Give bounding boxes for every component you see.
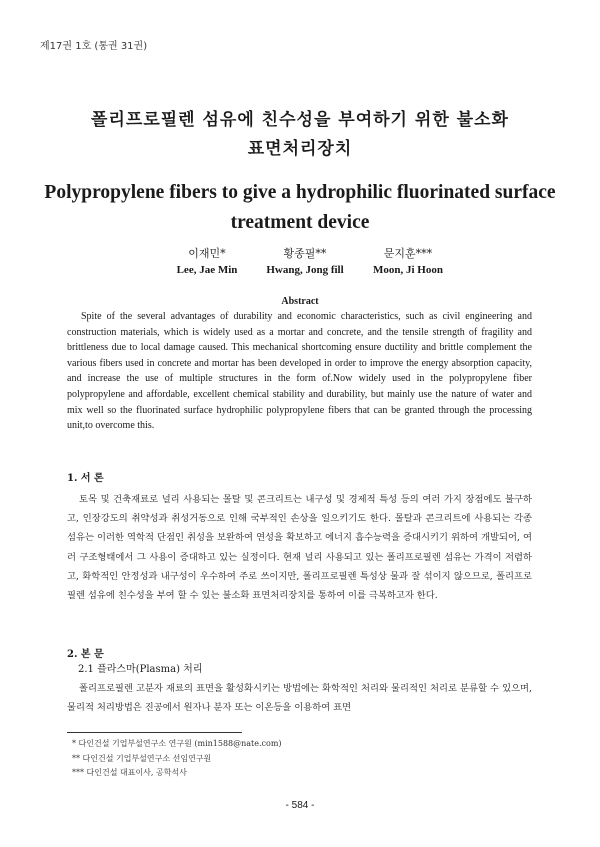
korean-title-line2: 표면처리장치 <box>247 139 353 159</box>
footnote-item: ** 다인건설 기업부설연구소 선임연구원 <box>72 753 212 763</box>
korean-title <box>0 106 600 164</box>
korean-title-line1: 폴리프로필렌 섬유에 친수성을 부여하기 위한 불소화 <box>91 110 509 130</box>
footnote-divider <box>67 732 242 733</box>
author-2-name-en: Hwang, Jong fill <box>266 264 344 276</box>
author-2-name-ko: 황종필** <box>283 247 327 260</box>
author-list <box>0 245 600 281</box>
section-intro-text: 토목 및 건축재료로 널리 사용되는 몰탈 및 콘크리트는 내구성 및 경제적 특성 등의 여러 가지 장점에도 불구하고, 인장강도의 취약성과 취성거동으로 인해 국부적인 손상을 일으키기도 한다. 몰탈과 콘크리트에 사용되는 각종 섬유는 이러한 역학적 단점인 취성을 보완하여 연성을 확보하고 에너지 흡수능력을 증대시키기 위하여 개발되어, 여러 구조형태에서 그 사용이 증대하고 있는 실정이다. 현재 널리 사용되고 있는 폴리프로필렌 섬유는 가격이 저렴하고, 화학적인 안정성과 내구성이 우수하여 주로 쓰이지만, 폴리프로필렌 특성상 물과 잘 섞이지 않으므로, 폴리프로필렌 섬유에 친수성을 부여 할 수 있는 불소화 표면처리장치를 통하여 이를 극복하고자 한다. <box>67 494 532 602</box>
journal-volume-label: 제17권 1호 (통권 31권) <box>40 41 148 52</box>
author-3-name-en: Moon, Ji Hoon <box>373 264 443 276</box>
section-body-heading: 2. 본 문 <box>67 649 104 660</box>
author-3 <box>343 245 473 279</box>
author-1-name-ko: 이재민* <box>188 247 226 260</box>
footnote-item: *** 다인건설 대표이사, 공학석사 <box>72 768 187 777</box>
author-1-name-en: Lee, Jae Min <box>176 264 238 276</box>
subsection-plasma-text: 폴리프로필렌 고분자 재료의 표면을 활성화시키는 방법에는 화학적인 처리와 물리적인 처리로 분류할 수 있으며, 물리적 처리방법은 진공에서 원자나 분자 또는 이온등을 이용하여 표면 <box>67 683 532 714</box>
subsection-plasma-heading: 2.1 플라스마(Plasma) 처리 <box>78 664 203 675</box>
author-3-name-ko: 문지훈*** <box>383 247 433 260</box>
english-title: Polypropylene fibers to give a hydrophilic fluorinated surface treatment device <box>44 182 556 233</box>
abstract-heading: Abstract <box>281 296 319 307</box>
section-intro-heading: 1. 서 론 <box>67 473 104 484</box>
footnote-list <box>72 737 282 781</box>
page-number: - 584 - <box>285 800 315 811</box>
footnote-item: * 다인건설 기업부설연구소 연구원 (min1588@nate.com) <box>72 739 282 748</box>
abstract-text: Spite of the several advantages of durability and economic characteristics, such as civil engineering and construction materials, which is widely used as a mortar and concrete, and the tensile strength of fragility and brittleness due to local damage caused. This mechanical shortcoming ensure ductility and brittle complement the various fibers used in concrete and mortar has been developed in order to improve the energy absorption capacity, and increase the use of multiple structures in the form of.Now widely used in the polypropylene fiber polypropylene and affordable, excellent chemical stability and durability, but mainly use the nature of water and mix well so the fluorinated surface hydrophilic polypropylene fibers that can be granted through the processing unit,to overcome this. <box>67 311 532 432</box>
